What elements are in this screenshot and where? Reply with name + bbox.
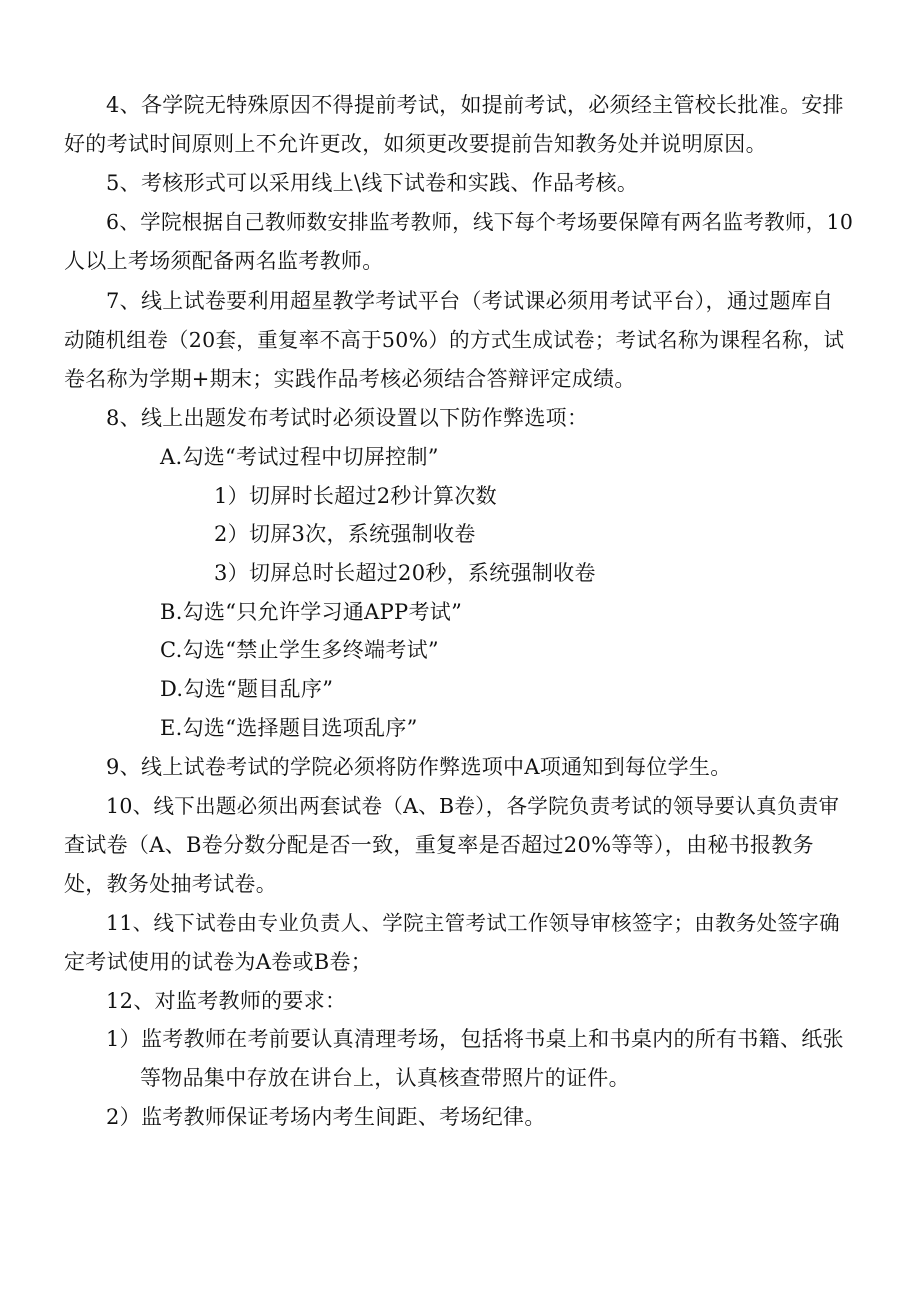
text-line: 人以上考场须配备两名监考教师。 [64,249,384,273]
text-line: 5、考核形式可以采用线上\线下试卷和实践、作品考核。 [106,171,639,195]
text-line: 7、线上试卷要利用超星教学考试平台（考试课必须用考试平台），通过题库自 [106,289,834,313]
text-line: 查试卷（A、B卷分数分配是否一致，重复率是否超过20%等等），由秘书报教务 [64,833,814,857]
text-line: 卷名称为学期+期末；实践作品考核必须结合答辩评定成绩。 [64,367,636,391]
text-line: 8、线上出题发布考试时必须设置以下防作弊选项： [106,406,589,430]
text-line: E.勾选“选择题目选项乱序” [160,716,418,740]
text-line: 等物品集中存放在讲台上，认真核查带照片的证件。 [140,1066,630,1090]
text-line: C.勾选“禁止学生多终端考试” [160,638,439,662]
text-line: 3）切屏总时长超过20秒，系统强制收卷 [214,561,596,585]
text-line: 1）监考教师在考前要认真清理考场，包括将书桌上和书桌内的所有书籍、纸张 [106,1027,844,1051]
text-line: 9、线上试卷考试的学院必须将防作弊选项中A项通知到每位学生。 [106,755,732,779]
text-line: 12、对监考教师的要求： [106,989,347,1013]
text-line: 动随机组卷（20套，重复率不高于50%）的方式生成试卷；考试名称为课程名称，试 [64,328,845,352]
text-line: 11、线下试卷由专业负责人、学院主管考试工作领导审核签字；由教务处签字确 [106,911,840,935]
text-line: 10、线下出题必须出两套试卷（A、B卷），各学院负责考试的领导要认真负责审 [106,794,840,818]
text-line: 处，教务处抽考试卷。 [64,872,277,896]
text-line: 1）切屏时长超过2秒计算次数 [214,484,497,508]
text-line: A.勾选“考试过程中切屏控制” [160,445,439,469]
text-line: 2）监考教师保证考场内考生间距、考场纪律。 [106,1105,546,1129]
text-line: D.勾选“题目乱序” [160,677,334,701]
text-line: 定考试使用的试卷为A卷或B卷； [64,950,373,974]
text-line: 6、学院根据自己教师数安排监考教师，线下每个考场要保障有两名监考教师，10 [106,210,854,234]
text-line: 好的考试时间原则上不允许更改，如须更改要提前告知教务处并说明原因。 [64,132,767,156]
text-line: 2）切屏3次，系统强制收卷 [214,522,476,546]
text-line: 4、各学院无特殊原因不得提前考试，如提前考试，必须经主管校长批准。安排 [106,93,844,117]
text-line: B.勾选“只允许学习通APP考试” [160,600,463,624]
